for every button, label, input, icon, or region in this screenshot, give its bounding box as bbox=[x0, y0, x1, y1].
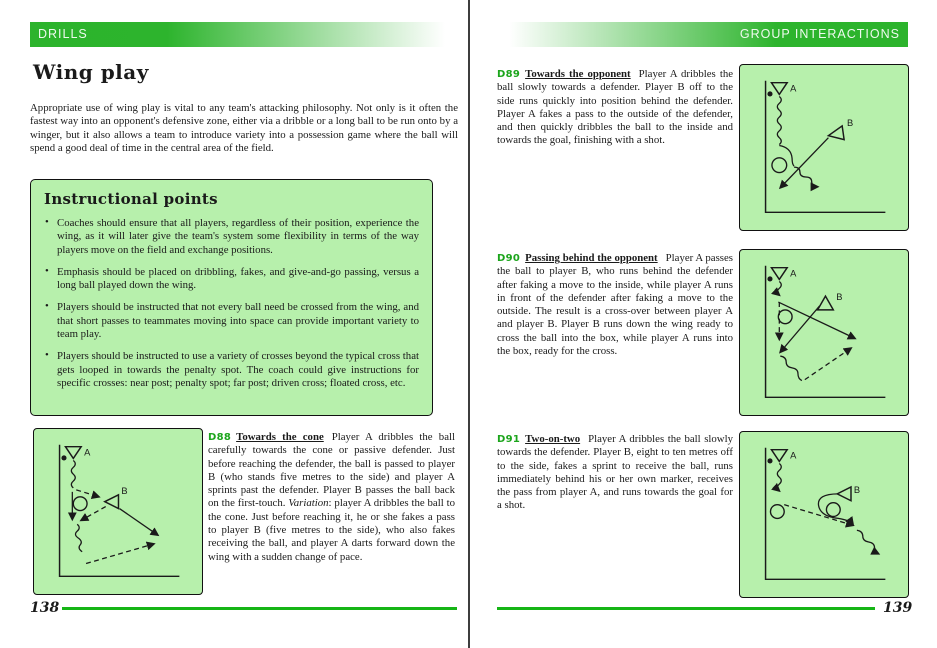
drill-body: Player A dribbles the ball carefully towards the cone or passive defender. Just before reaching the defender, the ball is passed to player B (who stands five metres to the side) and player A sprints past the defender. Player B passes the ball back on the first-touch. bbox=[208, 431, 455, 510]
defender-marker bbox=[778, 310, 792, 324]
drill-id: D91 bbox=[497, 434, 521, 445]
drill-text-d91 bbox=[497, 433, 733, 513]
soccer-drill-figure bbox=[34, 429, 201, 593]
player-b-marker bbox=[105, 495, 119, 509]
dribble-squiggle bbox=[71, 460, 75, 487]
soccer-drill-figure bbox=[740, 250, 907, 414]
player-b-marker bbox=[828, 126, 844, 140]
page-divider bbox=[468, 0, 470, 648]
pass-arrow bbox=[86, 544, 154, 564]
pass-arrow bbox=[805, 348, 851, 379]
left-header-label: DRILLS bbox=[38, 27, 88, 41]
field-corner-lines bbox=[766, 266, 886, 398]
defender-marker bbox=[826, 503, 840, 517]
player-a-label: A bbox=[790, 268, 797, 279]
drill-diagram-d88 bbox=[33, 428, 203, 595]
dribble-squiggle bbox=[75, 524, 82, 551]
footer-rule-left bbox=[62, 607, 457, 610]
list-item: • Emphasis should be placed on dribbling, fakes, and give-and-go passing, versus a long ball played down the wing. bbox=[44, 266, 419, 293]
drill-id: D90 bbox=[497, 253, 521, 264]
drill-text-d88 bbox=[208, 431, 455, 564]
instructional-points-list bbox=[44, 217, 419, 390]
list-item: • Players should be instructed to use a variety of crosses beyond the typical cross that gets looped in towards the penalty spot. The coach could give instructions for specific crosses: near post; penalty spot; far post; driven cross; floated cross, etc. bbox=[44, 350, 419, 390]
soccer-drill-figure bbox=[740, 65, 907, 229]
page-number-left: 138 bbox=[30, 600, 60, 616]
footer-rule-right bbox=[497, 607, 875, 610]
player-a-label: A bbox=[790, 450, 797, 461]
soccer-drill-figure bbox=[740, 432, 907, 596]
drill-body: Player A dribbles the ball slowly towards a defender. Player B off to the side runs quickly into position behind the defender. Player A fakes a pass to the outside of the defender, and then quickly dribbles the ball to the inside and towards the goal, finishing with a shot. bbox=[497, 68, 734, 147]
defender-marker bbox=[73, 497, 87, 511]
left-header-bar bbox=[30, 22, 458, 47]
ball-icon bbox=[767, 458, 772, 463]
list-item: • Coaches should ensure that all players, regardless of their position, experience the wing, as it will later give the team's system some flexibility in terms of the way players move on the field and exchange positions. bbox=[44, 217, 419, 257]
dribble-squiggle bbox=[780, 356, 802, 381]
dribble-squiggle bbox=[777, 281, 781, 295]
drill-text-d90 bbox=[497, 252, 733, 358]
drill-title: Towards the opponent bbox=[525, 68, 631, 80]
ball-icon bbox=[61, 455, 66, 460]
page-title: Wing play bbox=[33, 60, 149, 84]
drill-id: D89 bbox=[497, 69, 521, 80]
dribble-squiggle bbox=[777, 463, 781, 490]
drill-body: : player A dribbles the ball to the cone. Just before reaching it, he or she fakes a pass to player B (five metres to the side), who also fakes receiving the ball, and player A darts forward down the wing with a sudden change of pace. bbox=[208, 497, 455, 563]
player-a-marker bbox=[65, 447, 81, 459]
player-b-label: B bbox=[121, 485, 128, 496]
player-b-label: B bbox=[836, 292, 843, 303]
right-header-bar bbox=[497, 22, 908, 47]
dribble-squiggle bbox=[777, 96, 781, 144]
list-item: • Players should be instructed that not every ball need be crossed from the wing, and that short passes to teammates moving into space can provide important variety to team play. bbox=[44, 301, 419, 341]
instructional-points-panel bbox=[30, 179, 433, 416]
defender-marker bbox=[770, 505, 784, 519]
run-arrow bbox=[778, 302, 855, 338]
run-arrow bbox=[119, 509, 157, 536]
drill-id: D88 bbox=[208, 432, 232, 443]
player-a-marker bbox=[771, 450, 787, 462]
drill-diagram-d91 bbox=[739, 431, 909, 598]
player-a-marker bbox=[771, 268, 787, 280]
player-a-label: A bbox=[84, 447, 91, 458]
player-b-marker bbox=[818, 296, 834, 310]
player-b-marker bbox=[837, 487, 851, 501]
intro-paragraph: Appropriate use of wing play is vital to any team's attacking philosophy. Not only is it often the fastest way into an opponent's defensive zone, either via a dribble or a long ball to be run onto by a winger, but it also allows a team to introduce variety into a possession game where the ball will spend a good deal of time in the central area of the field. bbox=[30, 102, 458, 154]
player-a-marker bbox=[771, 83, 787, 95]
drill-title: Two-on-two bbox=[525, 433, 581, 445]
drill-body: Player A passes the ball to player B, who runs behind the defender after faking a move to the inside, while player A runs in front of the defender after faking a move to the outside. The result is a cross-over between player A and player B. Player B runs down the wing ready to cross the ball into the box, while player A runs into the box, ready for the cross. bbox=[497, 252, 733, 358]
dribble-squiggle bbox=[857, 530, 879, 554]
drill-diagram-d90 bbox=[739, 249, 909, 416]
defender-marker bbox=[772, 158, 787, 173]
right-header-label: GROUP INTERACTIONS bbox=[739, 27, 900, 41]
ball-icon bbox=[767, 276, 772, 281]
variation-label: Variation bbox=[288, 497, 329, 510]
player-b-label: B bbox=[847, 117, 854, 128]
drill-body: Player A dribbles the ball slowly towards the defender. Player B, eight to ten metres off to the side, fakes a sprint to receive the ball, runs immediately behind his or her own marker, receives the pass from player A, and runs towards the goal for a shot. bbox=[497, 433, 733, 512]
drill-title: Passing behind the opponent bbox=[525, 252, 658, 264]
player-b-label: B bbox=[853, 484, 861, 495]
drill-title: Towards the cone bbox=[236, 431, 324, 443]
drill-text-d89 bbox=[497, 68, 733, 148]
run-arrow bbox=[780, 138, 828, 188]
page-number-right: 139 bbox=[883, 600, 913, 616]
drill-diagram-d89 bbox=[739, 64, 909, 231]
pass-arrow bbox=[76, 490, 99, 497]
player-a-label: A bbox=[790, 83, 797, 94]
ball-icon bbox=[767, 91, 772, 96]
instructional-points-title: Instructional points bbox=[44, 190, 218, 208]
